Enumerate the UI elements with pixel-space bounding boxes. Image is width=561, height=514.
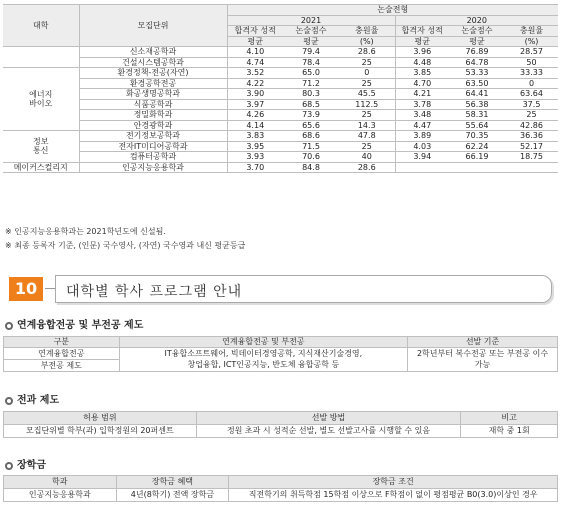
cell-a: 4.10 [227,47,283,58]
cell-f: 0 [505,78,558,89]
cell-b: 84.8 [283,162,339,173]
cell-c: 28.6 [339,162,395,173]
cell-c: 25 [339,141,395,152]
unit-name: 전자IT미디어공학과 [79,141,227,152]
heading-convergence-text: 연계융합전공 및 부전공 제도 [17,320,144,331]
transfer-table [3,411,558,438]
table-row [3,68,558,79]
cell-b: 68.5 [283,99,339,110]
section-title-box [55,275,552,303]
conv-majors-line1: IT융합소프트웨어, 빅데이터경영공학, 지식재산기술경영, [164,349,363,358]
cell-d: 3.78 [395,99,449,110]
cell-c: 45.5 [339,89,395,100]
unit-name: 환경정책-전공(자연) [79,68,227,79]
table-row [3,99,558,110]
cell-b: 79.4 [283,47,339,58]
unit-name: 신소재공학과 [79,47,227,58]
cell-a: 3.83 [227,131,283,142]
sch-header-benefit: 장학금 혜택 [116,476,229,489]
section-connector [45,288,55,289]
university-group-label: 정보 통신 [3,131,79,163]
cell-d: 3.48 [395,110,449,121]
unit-name: 환경공학전공 [79,78,227,89]
table-row [3,89,558,100]
cell-a: 4.14 [227,120,283,131]
section-header [3,273,558,305]
table-row [3,78,558,89]
group-header-essay: 논술전형 [227,5,558,16]
admission-results-table [3,4,558,173]
cell-a: 3.93 [227,152,283,163]
cell-f [505,162,558,173]
cell-a: 4.22 [227,78,283,89]
score-sublabel-2021: 평균 [227,36,283,47]
circle-bullet-icon [5,322,13,330]
unit-name: 안경광학과 [79,120,227,131]
cell-e: 66.19 [449,152,505,163]
cell-c: 25 [339,110,395,121]
conv-header-type: 구분 [4,337,120,348]
section-number: 10 [9,277,43,301]
cell-d [395,162,449,173]
cell-e: 76.89 [449,47,505,58]
cell-f: 42.86 [505,120,558,131]
conv-criteria [408,347,558,371]
cell-b: 70.6 [283,152,339,163]
unit-name: 인공지능응용학과 [79,162,227,173]
cell-d: 3.89 [395,131,449,142]
cell-a: 4.74 [227,57,283,68]
cell-d: 4.03 [395,141,449,152]
cell-e [449,162,505,173]
transfer-header-scope: 허용 범위 [4,412,197,425]
cell-f: 33.33 [505,68,558,79]
cell-c: 40 [339,152,395,163]
unit-name: 정밀화학과 [79,110,227,121]
cell-e: 64.78 [449,57,505,68]
year-header-2021: 2021 [227,15,395,26]
cell-e: 56.38 [449,99,505,110]
university-group-label: 메이커스컬리지 [3,162,79,173]
essay-sublabel-2021: 평균 [283,36,339,47]
cell-f: 63.64 [505,89,558,100]
cell-b: 73.9 [283,110,339,121]
score-label-2021: 합격자 성적 [227,26,283,37]
cell-d: 4.48 [395,57,449,68]
circle-bullet-icon [5,397,13,405]
cell-f: 37.5 [505,99,558,110]
table-row [3,131,558,142]
table-row [3,141,558,152]
cell-c: 0 [339,68,395,79]
sch-benefit: 4년(8학기) 전액 장학금 [116,489,229,502]
circle-bullet-icon [5,462,13,470]
heading-scholarship [5,456,46,471]
cell-e: 62.24 [449,141,505,152]
cell-d: 3.94 [395,152,449,163]
sch-header-dept: 학과 [4,476,117,489]
cell-c: 25 [339,78,395,89]
cell-a: 3.97 [227,99,283,110]
section-title: 대학별 학사 프로그램 안내 [66,284,243,300]
cell-b: 65.0 [283,68,339,79]
transfer-header-note: 비고 [461,412,558,425]
transfer-method: 정원 초과 시 성적순 선발, 별도 선발고사를 시행할 수 있음 [196,425,461,438]
table-row [3,162,558,173]
col-header-unit: 모집단위 [79,5,227,47]
table-row [3,57,558,68]
score-sublabel-2020: 평균 [395,36,449,47]
cell-d: 4.70 [395,78,449,89]
cell-c: 28.6 [339,47,395,58]
essay-label-2021: 논술점수 [283,26,339,37]
cell-f: 52.17 [505,141,558,152]
convergence-table [3,336,558,372]
unit-name: 화공생명공학과 [79,89,227,100]
heading-scholarship-text: 장학금 [17,460,46,471]
sch-dept: 인공지능응용학과 [4,489,117,502]
cell-a: 3.52 [227,68,283,79]
table-row [3,47,558,58]
cell-b: 71.2 [283,78,339,89]
transfer-header-method: 선발 방법 [196,412,461,425]
unit-name: 컴퓨터공학과 [79,152,227,163]
rate-label-2020: 충원율 [505,26,558,37]
cell-b: 80.3 [283,89,339,100]
university-group-label [3,47,79,68]
conv-criteria-line1: 2학년부터 복수전공 또는 부전공 이수 [416,349,549,358]
note-new-department: ※ 인공지능응용학과는 2021학년도에 신설됨. [5,227,166,236]
cell-c: 47.8 [339,131,395,142]
cell-c: 25 [339,57,395,68]
unit-name: 식품공학과 [79,99,227,110]
cell-f: 36.36 [505,131,558,142]
table-row [3,120,558,131]
unit-name: 전기정보공학과 [79,131,227,142]
essay-sublabel-2020: 평균 [449,36,505,47]
cell-b: 78.4 [283,57,339,68]
table-row [3,110,558,121]
conv-majors [119,347,407,371]
cell-a: 3.95 [227,141,283,152]
conv-header-criteria: 선발 기준 [408,337,558,348]
cell-e: 64.41 [449,89,505,100]
conv-header-majors: 연계융합전공 및 부전공 [119,337,407,348]
heading-convergence [5,316,143,331]
rate-sublabel-2020: (%) [505,36,558,47]
transfer-scope: 모집단위별 학부(과) 입학정원의 20퍼센트 [4,425,197,438]
cell-c: 112.5 [339,99,395,110]
cell-d: 3.96 [395,47,449,58]
cell-e: 63.50 [449,78,505,89]
conv-type-2: 부전공 제도 [4,359,120,371]
essay-label-2020: 논술점수 [449,26,505,37]
cell-f: 50 [505,57,558,68]
cell-d: 4.21 [395,89,449,100]
score-label-2020: 합격자 성적 [395,26,449,37]
conv-criteria-line2: 가능 [474,360,491,369]
year-header-2020: 2020 [395,15,558,26]
conv-type-1: 연계융합전공 [4,347,120,359]
university-group-label: 에너지 바이오 [3,68,79,131]
sch-condition: 직전학기의 취득학점 15학점 이상으로 F학점이 없이 평점평균 B0(3.0)이상인 경우 [229,489,558,502]
cell-e: 55.64 [449,120,505,131]
cell-a: 3.70 [227,162,283,173]
rate-label-2021: 충원율 [339,26,395,37]
cell-b: 68.6 [283,131,339,142]
cell-e: 70.35 [449,131,505,142]
cell-a: 4.26 [227,110,283,121]
cell-a: 3.90 [227,89,283,100]
transfer-note: 재학 중 1회 [461,425,558,438]
col-header-university: 대학 [3,5,79,47]
cell-e: 58.31 [449,110,505,121]
cell-f: 18.75 [505,152,558,163]
unit-name: 건설시스템공학과 [79,57,227,68]
heading-transfer-text: 전과 제도 [17,395,60,406]
cell-e: 53.33 [449,68,505,79]
cell-f: 25 [505,110,558,121]
cell-d: 4.47 [395,120,449,131]
cell-b: 71.5 [283,141,339,152]
rate-sublabel-2021: (%) [339,36,395,47]
cell-b: 65.6 [283,120,339,131]
heading-transfer [5,391,59,406]
sch-header-condition: 장학금 조건 [229,476,558,489]
conv-majors-line2: 창업융합, ICT인공지능, 반도체 융합공학 등 [187,360,340,369]
table-row [3,152,558,163]
scholarship-table [3,475,558,502]
cell-c: 14.3 [339,120,395,131]
cell-f: 28.57 [505,47,558,58]
cell-d: 3.85 [395,68,449,79]
note-criteria: ※ 최종 등록자 기준, (인문) 국수영사, (자연) 국수영과 내신 평균등급 [5,241,246,250]
